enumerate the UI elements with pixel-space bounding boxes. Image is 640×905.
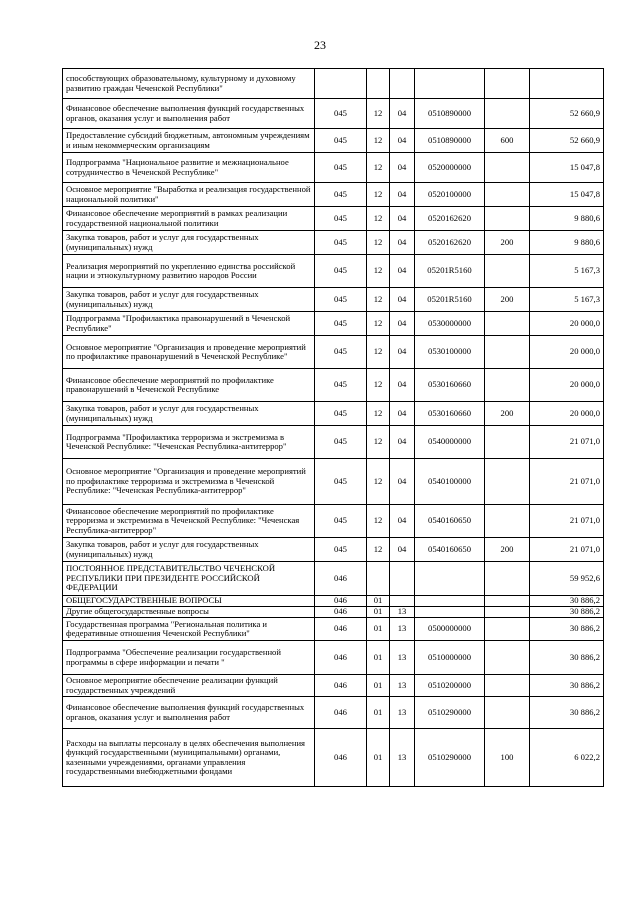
row-subsection: 04 [390,538,415,562]
row-subsection [390,562,415,596]
row-expense-type: 200 [485,231,530,255]
row-section: 12 [367,231,390,255]
row-amount: 21 071,0 [530,459,604,505]
row-target-code: 0510290000 [415,697,485,729]
table-row [63,641,604,675]
row-section: 12 [367,129,390,153]
row-amount: 20 000,0 [530,336,604,369]
row-expense-type: 200 [485,538,530,562]
row-name: Финансовое обеспечение выполнения функций государственных органов, оказания услуг и выполнения работ [63,99,315,129]
row-code: 045 [315,402,367,426]
row-code: 045 [315,288,367,312]
row-name: Реализация мероприятий по укреплению единства российской нации и этнокультурному развитию народов России [63,255,315,288]
row-code: 045 [315,99,367,129]
row-expense-type [485,369,530,402]
row-subsection: 04 [390,369,415,402]
row-amount: 30 886,2 [530,596,604,607]
row-target-code: 0540100000 [415,459,485,505]
row-amount: 30 886,2 [530,618,604,641]
row-target-code: 0510000000 [415,641,485,675]
row-subsection [390,596,415,607]
row-code: 045 [315,459,367,505]
row-subsection: 04 [390,426,415,459]
row-amount: 30 886,2 [530,641,604,675]
row-amount: 30 886,2 [530,697,604,729]
row-subsection: 13 [390,641,415,675]
row-code: 045 [315,426,367,459]
row-section [367,69,390,99]
row-expense-type [485,426,530,459]
row-section: 12 [367,312,390,336]
row-code: 046 [315,618,367,641]
row-section: 12 [367,402,390,426]
row-amount: 20 000,0 [530,402,604,426]
row-expense-type [485,183,530,207]
row-section: 01 [367,697,390,729]
row-name: Основное мероприятие "Организация и проведение мероприятий по профилактике терроризма и экстремизма в Чеченской Республике: "Чеченская Республика-антитеррор" [63,459,315,505]
row-subsection: 04 [390,312,415,336]
table-row [63,459,604,505]
table-row [63,231,604,255]
row-amount: 21 071,0 [530,538,604,562]
row-code: 045 [315,336,367,369]
row-expense-type: 100 [485,729,530,787]
table-row [63,207,604,231]
row-code: 046 [315,641,367,675]
row-name: Подпрограмма "Профилактика терроризма и экстремизма в Чеченской Республике: "Чеченская Республика-антитеррор" [63,426,315,459]
table-row [63,369,604,402]
row-amount: 15 047,8 [530,153,604,183]
row-target-code: 0540000000 [415,426,485,459]
row-amount: 30 886,2 [530,607,604,618]
row-name: Основное мероприятие "Выработка и реализация государственной национальной политики" [63,183,315,207]
row-subsection: 04 [390,336,415,369]
row-target-code: 0540160650 [415,538,485,562]
row-section: 12 [367,183,390,207]
table-row [63,288,604,312]
row-expense-type [485,675,530,697]
row-code: 045 [315,505,367,538]
row-section: 01 [367,596,390,607]
row-code: 046 [315,729,367,787]
table-row [63,538,604,562]
row-target-code: 0530160660 [415,369,485,402]
row-name: Подпрограмма "Национальное развитие и межнациональное сотрудничество в Чеченской Республике" [63,153,315,183]
row-target-code: 0510200000 [415,675,485,697]
row-name: Государственная программа "Региональная политика и федеративные отношения Чеченской Республики" [63,618,315,641]
row-section: 12 [367,369,390,402]
table-row [63,402,604,426]
row-amount: 21 071,0 [530,505,604,538]
row-expense-type [485,618,530,641]
table-row [63,426,604,459]
row-code: 045 [315,369,367,402]
row-expense-type [485,641,530,675]
row-section: 12 [367,99,390,129]
row-target-code: 0510290000 [415,729,485,787]
row-section: 01 [367,729,390,787]
row-subsection: 04 [390,153,415,183]
row-expense-type [485,336,530,369]
row-section: 01 [367,641,390,675]
row-expense-type [485,607,530,618]
row-subsection: 04 [390,505,415,538]
table-row [63,336,604,369]
row-section: 12 [367,207,390,231]
row-target-code: 05201R5160 [415,288,485,312]
row-subsection: 13 [390,675,415,697]
row-target-code [415,596,485,607]
row-target-code: 0530160660 [415,402,485,426]
row-section: 12 [367,255,390,288]
row-section: 12 [367,538,390,562]
row-target-code: 0510890000 [415,99,485,129]
row-expense-type: 200 [485,402,530,426]
row-name: Финансовое обеспечение мероприятий по профилактике правонарушений в Чеченской Республике [63,369,315,402]
row-subsection: 04 [390,402,415,426]
row-target-code: 0520162620 [415,231,485,255]
row-name: Финансовое обеспечение мероприятий по профилактике терроризма и экстремизма в Чеченской Республике: "Чеченская Республика-антитеррор" [63,505,315,538]
row-amount: 9 880,6 [530,207,604,231]
row-subsection: 04 [390,255,415,288]
table-row [63,607,604,618]
row-subsection: 04 [390,99,415,129]
row-section: 12 [367,153,390,183]
row-section: 12 [367,426,390,459]
row-target-code: 0520000000 [415,153,485,183]
row-target-code: 0530000000 [415,312,485,336]
row-name: Закупка товаров, работ и услуг для государственных (муниципальных) нужд [63,288,315,312]
row-code: 046 [315,675,367,697]
row-name: Закупка товаров, работ и услуг для государственных (муниципальных) нужд [63,231,315,255]
row-subsection: 04 [390,207,415,231]
row-section: 12 [367,336,390,369]
row-target-code: 0540160650 [415,505,485,538]
row-section: 01 [367,607,390,618]
table-row [63,255,604,288]
row-code: 045 [315,255,367,288]
row-subsection: 13 [390,729,415,787]
row-code: 045 [315,129,367,153]
row-code: 045 [315,538,367,562]
row-amount: 52 660,9 [530,129,604,153]
row-code: 045 [315,312,367,336]
row-name: Закупка товаров, работ и услуг для государственных (муниципальных) нужд [63,538,315,562]
row-expense-type [485,505,530,538]
row-amount: 5 167,3 [530,255,604,288]
row-amount: 9 880,6 [530,231,604,255]
row-target-code [415,607,485,618]
row-code: 045 [315,231,367,255]
row-target-code: 0520162620 [415,207,485,231]
row-name: ПОСТОЯННОЕ ПРЕДСТАВИТЕЛЬСТВО ЧЕЧЕНСКОЙ РЕСПУБЛИКИ ПРИ ПРЕЗИДЕНТЕ РОССИЙСКОЙ ФЕДЕРАЦИИ [63,562,315,596]
row-expense-type [485,697,530,729]
row-target-code [415,69,485,99]
row-name: способствующих образовательному, культурному и духовному развитию граждан Чеченской Республики" [63,69,315,99]
row-name: Подпрограмма "Профилактика правонарушений в Чеченской Республике" [63,312,315,336]
row-amount: 30 886,2 [530,675,604,697]
row-expense-type [485,255,530,288]
row-name: Подпрограмма "Обеспечение реализации государственной программы в сфере информации и печати " [63,641,315,675]
row-name: Основное мероприятие "Организация и проведение мероприятий по профилактике правонарушений в Чеченской Республике" [63,336,315,369]
row-section [367,562,390,596]
row-amount: 15 047,8 [530,183,604,207]
row-expense-type [485,596,530,607]
row-name: Финансовое обеспечение мероприятий в рамках реализации государственной национальной политики [63,207,315,231]
table-row [63,312,604,336]
row-subsection: 04 [390,231,415,255]
table-row [63,729,604,787]
row-expense-type [485,69,530,99]
row-amount: 59 952,6 [530,562,604,596]
row-target-code: 0500000000 [415,618,485,641]
row-expense-type [485,312,530,336]
row-amount: 52 660,9 [530,99,604,129]
row-name: Расходы на выплаты персоналу в целях обеспечения выполнения функций государственными (муниципальными) органами, казенными учреждениями, органами управления государственными внебюджетными фондами [63,729,315,787]
row-target-code [415,562,485,596]
row-subsection: 13 [390,607,415,618]
row-amount: 20 000,0 [530,369,604,402]
row-code: 045 [315,153,367,183]
row-amount [530,69,604,99]
page-number: 23 [314,38,326,52]
table-row [63,153,604,183]
row-code: 046 [315,607,367,618]
row-subsection: 04 [390,129,415,153]
row-section: 12 [367,505,390,538]
row-name: Финансовое обеспечение выполнения функций государственных органов, оказания услуг и выполнения работ [63,697,315,729]
row-code [315,69,367,99]
row-expense-type: 200 [485,288,530,312]
row-expense-type [485,562,530,596]
row-target-code: 0520100000 [415,183,485,207]
row-code: 046 [315,596,367,607]
table-row [63,505,604,538]
table-row [63,697,604,729]
table-row [63,183,604,207]
row-subsection: 04 [390,459,415,505]
table-row [63,99,604,129]
row-expense-type [485,207,530,231]
table-row [63,69,604,99]
row-name: Предоставление субсидий бюджетным, автономным учреждениям и иным некоммерческим организациям [63,129,315,153]
row-target-code: 0510890000 [415,129,485,153]
row-section: 12 [367,459,390,505]
row-name: Основное мероприятие обеспечение реализации функций государственных учреждений [63,675,315,697]
row-amount: 20 000,0 [530,312,604,336]
row-name: Закупка товаров, работ и услуг для государственных (муниципальных) нужд [63,402,315,426]
table-row [63,129,604,153]
row-subsection: 04 [390,288,415,312]
row-name: ОБЩЕГОСУДАРСТВЕННЫЕ ВОПРОСЫ [63,596,315,607]
budget-table [62,68,604,787]
row-section: 12 [367,288,390,312]
row-expense-type [485,99,530,129]
table-row [63,675,604,697]
table-row [63,562,604,596]
row-section: 01 [367,675,390,697]
row-expense-type [485,153,530,183]
row-amount: 6 022,2 [530,729,604,787]
row-code: 046 [315,697,367,729]
budget-table-body [63,69,604,787]
row-subsection: 13 [390,697,415,729]
row-section: 01 [367,618,390,641]
row-target-code: 0530100000 [415,336,485,369]
row-subsection [390,69,415,99]
row-code: 045 [315,183,367,207]
row-name: Другие общегосударственные вопросы [63,607,315,618]
row-expense-type: 600 [485,129,530,153]
table-row [63,596,604,607]
row-code: 045 [315,207,367,231]
row-subsection: 13 [390,618,415,641]
row-amount: 21 071,0 [530,426,604,459]
row-code: 046 [315,562,367,596]
row-expense-type [485,459,530,505]
row-amount: 5 167,3 [530,288,604,312]
table-row [63,618,604,641]
row-target-code: 05201R5160 [415,255,485,288]
row-subsection: 04 [390,183,415,207]
